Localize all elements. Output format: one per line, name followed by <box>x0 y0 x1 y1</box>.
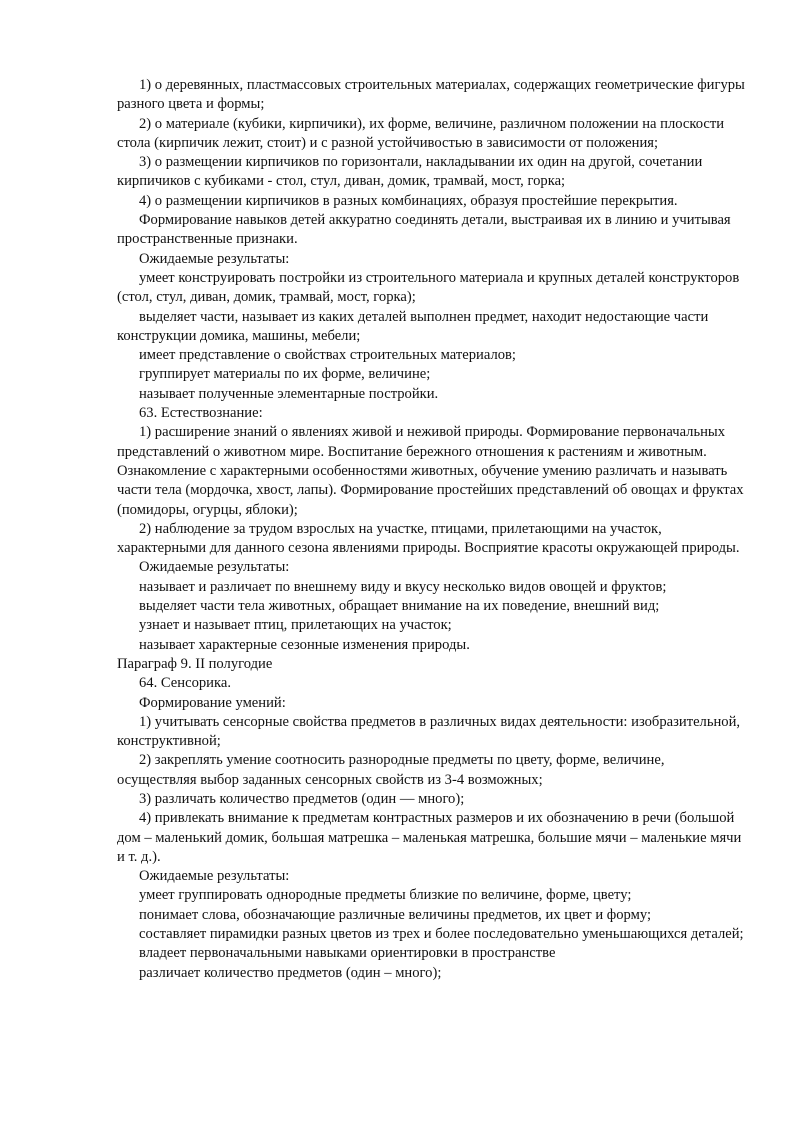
list-item: называет характерные сезонные изменения природы. <box>139 636 470 653</box>
paragraph: 1) учитывать сенсорные свойства предметов в различных видах деятельности: изобразительной, конструктивной; <box>117 713 741 750</box>
list-item: выделяет части, называет из каких деталей выполнен предмет, находит недостающие части конструкции домика, машины, мебели; <box>117 308 709 344</box>
paragraph: 2) о материале (кубики, кирпичики), их форме, величине, различном положении на плоскости стола (кирпичик лежит, стоит) и с разной устойчивостью в зависимости от положения; <box>117 115 725 151</box>
list-item: умеет конструировать постройки из строительного материала и крупных деталей конструкторов (стол, стул, диван, домик, трамвай, мост, горка); <box>117 269 740 306</box>
paragraph-heading: Параграф 9. II полугодие <box>117 655 273 672</box>
list-item: выделяет части тела животных, обращает внимание на их поведение, внешний вид; <box>139 598 660 615</box>
list-item: имеет представление о свойствах строительных материалов; <box>139 347 516 364</box>
paragraph: 2) закреплять умение соотносить разнородные предметы по цвету, форме, величине, осуществляя выбор заданных сенсорных свойств из 3-4 возможных; <box>117 752 665 788</box>
section-heading: 63. Естествознание: <box>139 405 263 422</box>
subheading: Ожидаемые результаты: <box>139 559 290 576</box>
list-item: умеет группировать однородные предметы близкие по величине, форме, цвету; <box>139 887 632 904</box>
list-item: различает количество предметов (один – много); <box>139 964 442 981</box>
paragraph: 1) о деревянных, пластмассовых строительных материалах, содержащих геометрические фигуры разного цвета и формы; <box>117 77 745 113</box>
paragraph: 4) привлекать внимание к предметам контрастных размеров и их обозначению в речи (большой дом – маленький домик, большая матрешка – маленькая матрешка, большие мячи – маленькие мячи и т. д.). <box>117 810 742 865</box>
paragraph: Формирование навыков детей аккуратно соединять детали, выстраивая их в линию и учитывая пространственные признаки. <box>117 212 731 248</box>
paragraph: 2) наблюдение за трудом взрослых на участке, птицами, прилетающими на участок, характерными для данного сезона явлениями природы. Восприятие красоты окружающей природы. <box>117 520 740 557</box>
list-item: называет и различает по внешнему виду и вкусу несколько видов овощей и фруктов; <box>139 578 667 595</box>
list-item: понимает слова, обозначающие различные величины предметов, их цвет и форму; <box>139 906 652 923</box>
subheading: Ожидаемые результаты: <box>139 868 290 885</box>
paragraph: 3) о размещении кирпичиков по горизонтали, накладывании их один на другой, сочетании кирпичиков с кубиками - стол, стул, диван, домик, трамвай, мост, горка; <box>117 154 703 190</box>
document-page <box>117 76 747 983</box>
list-item: владеет первоначальными навыками ориентировки в пространстве <box>139 945 556 962</box>
subheading: Ожидаемые результаты: <box>139 250 290 267</box>
paragraph: 1) расширение знаний о явлениях живой и неживой природы. Формирование первоначальных представлений о животном мире. Воспитание бережного отношения к растениям и животным. Ознакомление с характерными особенностями животных, обучение умению различать и называть части тела (мордочка, хвост, лапы). Формирование простейших представлений об овощах и фруктах (помидоры, огурцы, яблоки); <box>117 424 744 518</box>
section-heading: 64. Сенсорика. <box>139 675 231 692</box>
paragraph: 3) различать количество предметов (один — много); <box>139 790 465 807</box>
subheading: Формирование умений: <box>139 694 286 711</box>
paragraph: 4) о размещении кирпичиков в разных комбинациях, образуя простейшие перекрытия. <box>139 192 678 209</box>
list-item: группирует материалы по их форме, величине; <box>139 366 431 383</box>
list-item: составляет пирамидки разных цветов из трех и более последовательно уменьшающихся деталей; <box>139 926 744 943</box>
list-item: называет полученные элементарные постройки. <box>139 385 439 402</box>
list-item: узнает и называет птиц, прилетающих на участок; <box>139 617 452 634</box>
